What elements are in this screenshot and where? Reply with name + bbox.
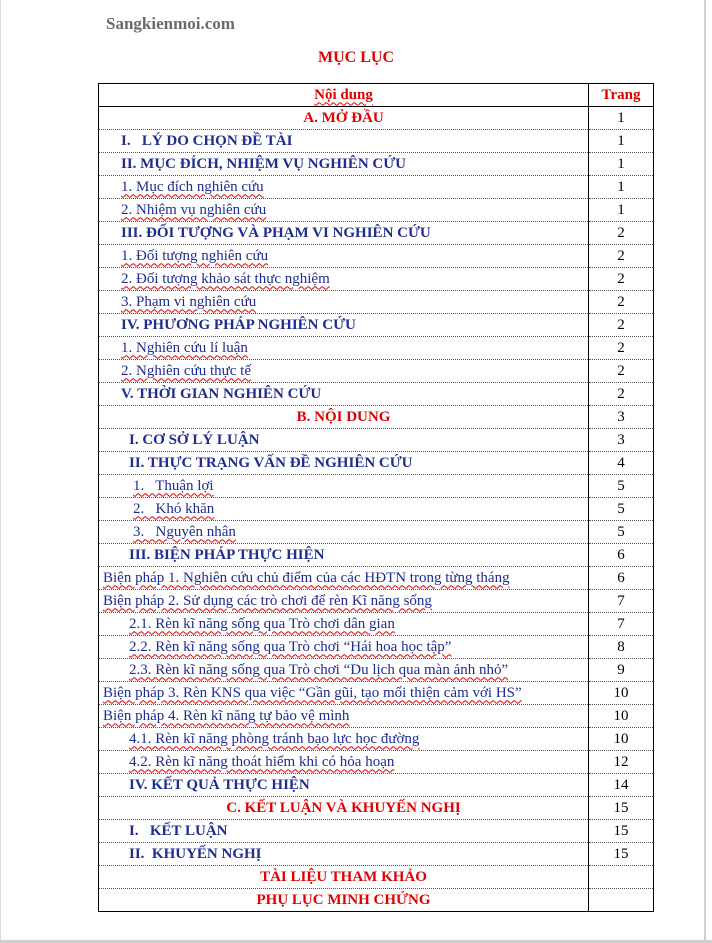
toc-page: 10 (589, 705, 654, 728)
toc-page: 2 (589, 222, 654, 245)
toc-page: 7 (589, 613, 654, 636)
toc-entry[interactable]: II. KHUYẾN NGHỊ (99, 843, 589, 866)
watermark: Sangkienmoi.com (106, 14, 235, 33)
toc-entry[interactable]: 4.1. Rèn kĩ năng phòng tránh bạo lực học đường (99, 728, 589, 751)
toc-row[interactable] (99, 613, 654, 636)
header-page: Trang (589, 84, 654, 107)
toc-row[interactable] (99, 314, 654, 337)
toc-entry[interactable]: A. MỞ ĐẦU (99, 107, 589, 130)
toc-entry[interactable]: Biện pháp 4. Rèn kĩ năng tự bảo vệ mình (99, 705, 589, 728)
toc-row[interactable] (99, 590, 654, 613)
toc-entry[interactable]: PHỤ LỤC MINH CHỨNG (99, 889, 589, 912)
toc-page: 15 (589, 843, 654, 866)
toc-entry[interactable]: IV. PHƯƠNG PHÁP NGHIÊN CỨU (99, 314, 589, 337)
toc-entry[interactable]: 2. Khó khăn (99, 498, 589, 521)
toc-row[interactable] (99, 521, 654, 544)
toc-row[interactable] (99, 820, 654, 843)
toc-row[interactable] (99, 774, 654, 797)
toc-entry[interactable]: V. THỜI GIAN NGHIÊN CỨU (99, 383, 589, 406)
toc-entry[interactable]: B. NỘI DUNG (99, 406, 589, 429)
toc-entry[interactable]: II. THỰC TRẠNG VẤN ĐỀ NGHIÊN CỨU (99, 452, 589, 475)
toc-entry[interactable]: 3. Phạm vi nghiên cứu (99, 291, 589, 314)
toc-page: 1 (589, 107, 654, 130)
toc-entry[interactable]: Biện pháp 2. Sử dụng các trò chơi để rèn Kĩ năng sống (99, 590, 589, 613)
toc-row[interactable] (99, 383, 654, 406)
toc-page: 7 (589, 590, 654, 613)
toc-page: 2 (589, 268, 654, 291)
toc-page: 4 (589, 452, 654, 475)
toc-row[interactable] (99, 544, 654, 567)
page-edge-left (0, 0, 1, 943)
toc-entry[interactable]: Biện pháp 1. Nghiên cứu chủ điểm của các HĐTN trong từng tháng (99, 567, 589, 590)
toc-row[interactable] (99, 498, 654, 521)
toc-entry[interactable]: 2. Nghiên cứu thực tế (99, 360, 589, 383)
toc-row[interactable] (99, 797, 654, 820)
toc-page: 6 (589, 567, 654, 590)
toc-row[interactable] (99, 452, 654, 475)
toc-page: 5 (589, 475, 654, 498)
toc-row[interactable] (99, 153, 654, 176)
toc-entry[interactable]: Biện pháp 3. Rèn KNS qua việc “Gần gũi, tạo mối thiện cảm với HS” (99, 682, 589, 705)
toc-entry[interactable]: I. CƠ SỞ LÝ LUẬN (99, 429, 589, 452)
toc-row[interactable] (99, 705, 654, 728)
toc-page: 10 (589, 682, 654, 705)
toc-entry[interactable]: III. ĐỐI TƯỢNG VÀ PHẠM VI NGHIÊN CỨU (99, 222, 589, 245)
toc-row[interactable] (99, 843, 654, 866)
toc-page: 3 (589, 429, 654, 452)
toc-entry[interactable]: I. LÝ DO CHỌN ĐỀ TÀI (99, 130, 589, 153)
toc-page: 10 (589, 728, 654, 751)
toc-entry[interactable]: III. BIỆN PHÁP THỰC HIỆN (99, 544, 589, 567)
toc-row[interactable] (99, 866, 654, 889)
toc-page: 2 (589, 291, 654, 314)
toc-row[interactable] (99, 360, 654, 383)
toc-entry[interactable]: II. MỤC ĐÍCH, NHIỆM VỤ NGHIÊN CỨU (99, 153, 589, 176)
toc-page: 15 (589, 820, 654, 843)
toc-entry[interactable]: C. KẾT LUẬN VÀ KHUYẾN NGHỊ (99, 797, 589, 820)
toc-page: 2 (589, 337, 654, 360)
toc-entry[interactable]: IV. KẾT QUẢ THỰC HIỆN (99, 774, 589, 797)
toc-row[interactable] (99, 429, 654, 452)
toc-page: 9 (589, 659, 654, 682)
toc-page (589, 889, 654, 912)
toc-page: 2 (589, 314, 654, 337)
toc-page: 1 (589, 153, 654, 176)
toc-row[interactable] (99, 107, 654, 130)
toc-entry[interactable]: 1. Mục đích nghiên cứu (99, 176, 589, 199)
toc-entry[interactable]: 2. Đối tượng khảo sát thực nghiệm (99, 268, 589, 291)
toc-entry[interactable]: 2.3. Rèn kĩ năng sống qua Trò chơi “Du lịch qua màn ảnh nhỏ” (99, 659, 589, 682)
toc-page: 1 (589, 199, 654, 222)
toc-row[interactable] (99, 199, 654, 222)
toc-page: 15 (589, 797, 654, 820)
toc-page: 8 (589, 636, 654, 659)
toc-page: 5 (589, 521, 654, 544)
toc-row[interactable] (99, 751, 654, 774)
toc-row[interactable] (99, 475, 654, 498)
toc-entry[interactable]: 3. Nguyên nhân (99, 521, 589, 544)
toc-page: 2 (589, 383, 654, 406)
toc-page: 2 (589, 245, 654, 268)
toc-entry[interactable]: 1. Nghiên cứu lí luận (99, 337, 589, 360)
toc-header-row (99, 84, 654, 107)
toc-entry[interactable]: 2. Nhiệm vụ nghiên cứu (99, 199, 589, 222)
toc-entry[interactable]: I. KẾT LUẬN (99, 820, 589, 843)
toc-page: 5 (589, 498, 654, 521)
toc-row[interactable] (99, 659, 654, 682)
toc-row[interactable] (99, 222, 654, 245)
toc-page: 14 (589, 774, 654, 797)
page-title: MỤC LỤC (318, 49, 394, 66)
toc-entry[interactable]: 4.2. Rèn kĩ năng thoát hiểm khi có hỏa hoạn (99, 751, 589, 774)
toc-entry[interactable]: TÀI LIỆU THAM KHẢO (99, 866, 589, 889)
toc-row[interactable] (99, 337, 654, 360)
toc-entry[interactable]: 2.1. Rèn kĩ năng sống qua Trò chơi dân gian (99, 613, 589, 636)
toc-row[interactable] (99, 176, 654, 199)
toc-row[interactable] (99, 682, 654, 705)
toc-row[interactable] (99, 291, 654, 314)
toc-row[interactable] (99, 728, 654, 751)
toc-row[interactable] (99, 268, 654, 291)
toc-page: 6 (589, 544, 654, 567)
toc-page: 12 (589, 751, 654, 774)
toc-row[interactable] (99, 130, 654, 153)
toc-page: 1 (589, 176, 654, 199)
toc-page: 3 (589, 406, 654, 429)
toc-entry[interactable]: 1. Thuận lợi (99, 475, 589, 498)
toc-entry[interactable]: 2.2. Rèn kĩ năng sống qua Trò chơi “Hái hoa học tập” (99, 636, 589, 659)
toc-row[interactable] (99, 567, 654, 590)
toc-page (589, 866, 654, 889)
header-content: Nội dung (99, 84, 589, 107)
toc-page: 2 (589, 360, 654, 383)
toc-row[interactable] (99, 889, 654, 912)
toc-page: 1 (589, 130, 654, 153)
toc-row[interactable] (99, 245, 654, 268)
toc-table (98, 83, 654, 912)
page-edge-right (704, 0, 706, 943)
toc-entry[interactable]: 1. Đối tượng nghiên cứu (99, 245, 589, 268)
toc-row[interactable] (99, 406, 654, 429)
toc-row[interactable] (99, 636, 654, 659)
